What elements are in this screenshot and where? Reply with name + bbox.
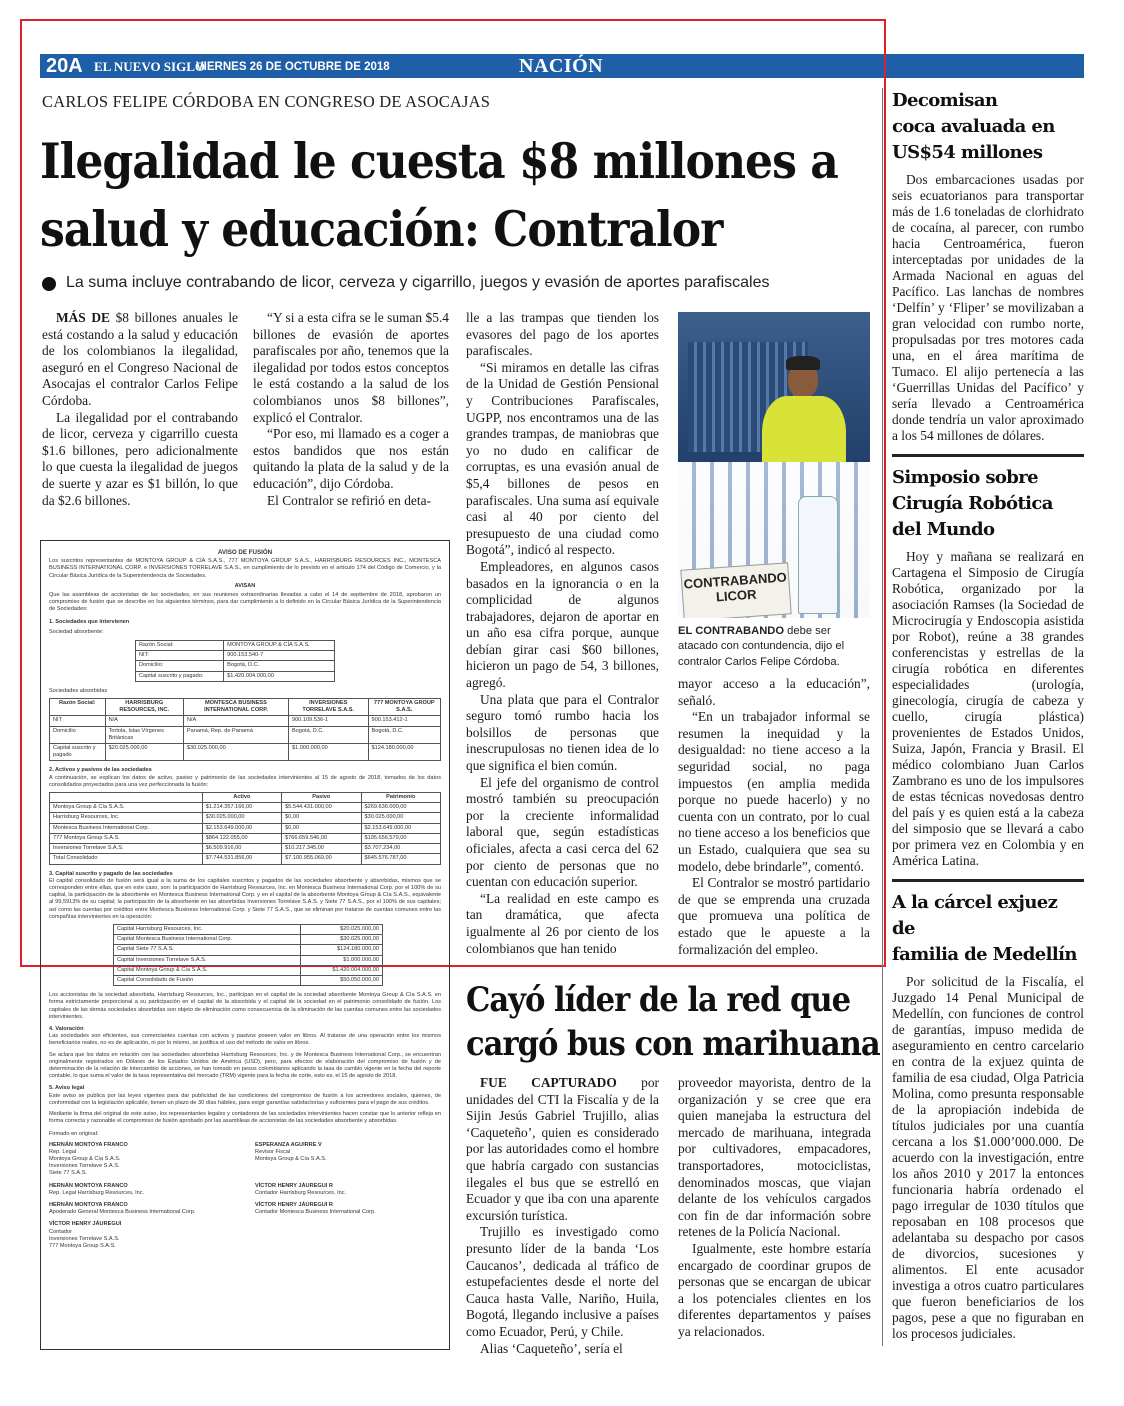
main-col1-para: La ilegalidad por el contrabando de licor, cerveza y cigarrillo cuesta $1.6 billones, pero adicionalmente lo que cuesta la ilegalidad de juegos de suerte y azar es $1 billón, lo que da $2.6 billones. xyxy=(42,409,238,508)
second-col1-para: FUE CAPTURADO por unidades del CTI la Fiscalía y de la Sijin Jesús Gabriel Trujillo, alias ‘Caqueteño’, quien es considerado por las autoridades como el hombre que habría cargado con sustancias ilegales el bus que se estrelló en Ecuador y que iba con una aparente excursión turística. xyxy=(466,1075,659,1223)
absorbente-label: Sociedad absorbente: xyxy=(49,628,104,635)
merger-notice xyxy=(40,540,450,1350)
signature-block: HERNÁN MONTOYA FRANCO Apoderado General Montesca Business International Corp. xyxy=(49,1202,196,1216)
main-col3-para: Una plata que para el Contralor seguro tomó rumbo hacia los bolsillos de personas que inescrupulosas no tienen idea de lo que significa el bien común. xyxy=(466,691,659,774)
sidebar-divider xyxy=(882,88,883,1346)
notice-s5-text: Este aviso se publica por las leyes vigentes para dar publicidad de las condiciones del compromiso de fusión a los acreedores sociales, quienes, de conformidad con la legislación aplicable, tienen un plazo de 30 días hábiles, para exigir garantías satisfactorias y suficientes para el pago de sus créditos. xyxy=(49,1092,441,1106)
contraband-sign xyxy=(680,562,791,618)
table-row: Montoya Group & Cía S.A.S. $1.214.357.166,00 $5.544.431.000,00 $269.636.000,00 xyxy=(50,803,441,813)
notice-s5: 5. Aviso legal xyxy=(49,1085,85,1092)
absorbidas-label: Sociedades absorbidas xyxy=(49,687,108,694)
main-col-3 xyxy=(466,310,659,957)
sidebar-story2-text: Hoy y mañana se realizará en Cartagena el Simposio de Cirugía Robótica, organizado por la asociación Ramses (la Sociedad de Microcirugía y Endoscopia asistida por Robot), reúne a 38 grandes conferencistas y estrellas de la cirugía robótica en diferentes especialidades (urología, ginecología, cirugía de cabeza y cuello, cirugía plástica) provenientes de Estados Unidos, Suiza, Japón, Francia y Brasil. El médico colombiano Juan Carlos Zambrano es uno de los impulsores de estas técnicas novedosas dentro del país y es quien está a la cabeza del simposio que se llevará a cabo por primera vez en Colombia y en América Latina. xyxy=(892,549,1084,868)
notice-s3-text: El capital consolidado de fusión será igual a la suma de los capitales suscritos y pagados de las sociedades absorbente y absorbidas, mismos que se corresponden entre ellas, que en este caso, son: la participación de Harrisburg Resources, Inc. en Montesca Business International Corp. por el 100% de su capital, la participación de la absorbente en Montesca Business International Corp. y en el capital de la absorbente Montoya Group & Cía S.A.S., equivalente al 99,5913% de su capital; la participación de la absorbente en las absorbidas Inversiones Torrelave S.A.S. y Siete 77 S.A.S., por el 100% de sus capitales; así como las cuentas por créditos entre Montesca Business International Corp. y Siete 77 S.A.S., que se eliminan por tratarse de cuentas comunes entre las compañías intervinientes en la operación: xyxy=(49,877,441,920)
table-row: Capital Siete 77 S.A.S. $124.180.000,00 xyxy=(114,945,383,955)
table-row: Domicilio Tortola, Islas Vírgenes Británicas Panamá, Rep. de Panamá Bogotá, D.C. Bogotá, D.C. xyxy=(50,726,441,743)
main-col4-para: mayor acceso a la educación”, señaló. xyxy=(678,676,870,708)
sign-line2: LICOR xyxy=(715,586,757,605)
main-col-2 xyxy=(253,310,449,509)
absorbente-table xyxy=(135,640,335,682)
signature-block: VÍCTOR HENRY JÁUREGUI R Contador Montesca Business International Corp. xyxy=(255,1202,376,1216)
capital-table xyxy=(113,924,383,986)
main-col3-para: “Si miramos en detalle las cifras de la Unidad de Gestión Pensional y Contribuciones Parafiscales, UGPP, nos encontramos una de las grandes trampas, de maniobras que yo no dudo en calificar de corruptas, es una evasión anual de $5,4 billones de pesos en parafiscales. Una suma así equivale casi al 40 por ciento del presupuesto de una ciudad como Bogotá”, indicó al respecto. xyxy=(466,359,659,558)
second-headline-line2: cargó bus con marihuana xyxy=(466,1024,880,1064)
notice-s2: 2. Activos y pasivos de las sociedades xyxy=(49,767,152,774)
header-date: VIERNES 26 DE OCTUBRE DE 2018 xyxy=(196,61,390,73)
table-row: Capital Consolidado de Fusión $50.050.000,00 xyxy=(114,975,383,985)
deck: La suma incluye contrabando de licor, cerveza y cigarrillo, juegos y evasión de aportes parafiscales xyxy=(66,274,770,291)
notice-accionistas-text: Los accionistas de la sociedad absorbida, Harrisburg Resources, Inc., participan en el capital de la sociedad absorbente Montoya Group & Cía S.A.S. en forma estrictamente proporcional a su participación en el capital de la absorbida y el capital de la sociedad en el patrimonio consolidado de fusión. Los capitales de las demás sociedades absorbidas son objeto de eliminación como consecuencia de la eliminación de las cuentas comunes entre las sociedades intervinientes. xyxy=(49,992,441,1020)
table-row: Total Consolidado $7.744.531.856,00 $7.100.955.069,00 $645.576.787,00 xyxy=(50,854,441,864)
main-headline-line1: Ilegalidad le cuesta $8 millones a xyxy=(40,132,838,190)
notice-s4-text1: Las sociedades son eficientes, sus comerciantes cuentas con activos y pasivos poseen valor en libros. Al tratarse de una operación entre los mismos beneficiarios reales, no es de aplicación, ni por lo mismo, se justifica el uso del método de valor en libros. xyxy=(49,1033,441,1047)
sidebar-story1-title: Decomisan coca avaluada en US$54 millones xyxy=(892,90,1055,163)
table-row: Harrisburg Resources, Inc. $30.025.000,00 $0,00 $30.025.000,00 xyxy=(50,813,441,823)
balance-table xyxy=(49,792,441,864)
masthead: EL NUEVO SIGLO xyxy=(94,59,205,74)
notice-avisan-text: Que las asambleas de accionistas de las sociedades, en sus reuniones extraordinarias llevadas a cabo el 14 de septiembre de 2018, aprobaron un compromiso de fusión que se describe en los siguientes términos, para dar cumplimiento a lo definido en la Circular Básica Jurídica de la Superintendencia de Sociedades: xyxy=(49,592,441,613)
main-col1-para: MÁS DE $8 billones anuales le está costando a la salud y educación de los colombianos la ilegalidad, aseguró en el Congreso Nacional de Asocajas el contralor Carlos Felipe Córdoba. xyxy=(42,310,238,408)
notice-title: AVISO DE FUSIÓN xyxy=(217,549,273,556)
notice-s2-text: A continuación, se explican los datos de activo, pasivo y patrimonio de las sociedades intervinientes al 15 de agosto de 2018, tomados de los datos consolidados proyectados para una vez perfeccionada la fusión: xyxy=(49,774,441,788)
signature-block: HERNÁN MONTOYA FRANCO Rep. Legal Montoya Group & Cía S.A.S. Inversiones Torrelave S.A.S. Siete 77 S.A.S. xyxy=(49,1141,128,1177)
table-row: Capital Inversiones Torrelave S.A.S. $1.000.000,00 xyxy=(114,955,383,965)
table-row: 777 Montoya Group S.A.S. $864.122.055,00 $766.659.546,00 $195.656.579,00 xyxy=(50,833,441,843)
main-col3-para: El jefe del organismo de control mostró también su preocupación por la creciente informalidad laboral que, según estadísticas oficiales, afecta a casi cerca del 62 por ciento de personas que no cuentan con educación superior. xyxy=(466,774,659,890)
main-col3-para: “La realidad en este campo es tan dramática, que afecta igualmente al 26 por ciento de los colombianos que han tenido xyxy=(466,890,659,956)
sidebar-story3-text: Por solicitud de la Fiscalía, el Juzgado 14 Penal Municipal de Medellín, con funciones de control de garantías, impuso medida de aseguramiento en centro carcelario en contra de la exjuez quinta de familia de esa ciudad, Olga Patricia Molina, como presunta responsable de la apropiación indebida de títulos judiciales por una cuantía cercana a los $1.000’000.000. De acuerdo con la investigación, entre los años 2010 y 2017 la entonces funcionaria habría ordenado el pago irregular de 1030 títulos que reposaban en 108 procesos que adelantaba su despacho por casos de divorcios, sucesiones y alimentos. El ente acusador investiga a otros cuatro particulares que fueron beneficiarios de los pagos, pese a que no figuraban en los procesos judiciales. xyxy=(892,974,1084,1341)
main-col2-para: “Por eso, mi llamado es a coger a estos bandidos que nos están quitando la plata de la salud y de la educación”, dijo Córdoba. xyxy=(253,426,449,491)
table-row: NIT N/A N/A 900.109.536-1 900.153.412-1 xyxy=(50,716,441,726)
table-row: Razón Social: MONTOYA GROUP & CÍA S.A.S. xyxy=(136,641,335,651)
person-cap xyxy=(786,356,820,370)
absolut-bottle xyxy=(798,496,838,614)
table-row: Montesca Business International Corp. $2.153.649.000,00 $0,00 $2.153.649.000,00 xyxy=(50,823,441,833)
sidebar-story3-title: A la cárcel exjuez de familia de Medellín xyxy=(892,892,1077,965)
sidebar-divider-2 xyxy=(892,879,1084,882)
lead-in: MÁS DE xyxy=(56,310,110,325)
table-row: Capital Montoya Group & Cía S.A.S. $1.420.004.000,00 xyxy=(114,965,383,975)
second-col2-para: Igualmente, este hombre estaría encargado de coordinar grupos de personas que se encargan de ubicar a los potenciales clientes en los diferentes departamentos y países ya relacionados. xyxy=(678,1240,871,1339)
main-col-1 xyxy=(42,310,238,509)
main-col3-para: lle a las trampas que tienden los evasores del pago de los aportes parafiscales. xyxy=(466,310,659,359)
main-col4-para: El Contralor se mostró partidario de que se emprenda una cruzada que promueva una política de estado que le apueste a la formalización del empleo. xyxy=(678,875,870,957)
table-row: Domicilio: Bogotá, D.C. xyxy=(136,661,335,671)
sign-line1: CONTRABANDO xyxy=(683,569,788,592)
table-row: Capital suscrito y pagado: $1.420.004.000,00 xyxy=(136,671,335,681)
signature-block: ESPERANZA AGUIRRE V Revisor Fiscal Montoya Group & Cía S.A.S. xyxy=(255,1141,327,1162)
sidebar-divider-1 xyxy=(892,454,1084,457)
second-col1-para: Trujillo es investigado como presunto líder de la banda ‘Los Caucanos’, dedicada al tráfico de estupefacientes desde el norte del Cauca hasta Valle, Nariño, Huila, Bogotá, llegando inclusive a países como Ecuador, Perú, y Chile. xyxy=(466,1224,659,1339)
signature-block: HERNÁN MONTOYA FRANCO Rep. Legal Harrisburg Resources, Inc. xyxy=(49,1182,145,1196)
second-col2-para: proveedor mayorista, dentro de la organización y se cree que era quien manejaba la estructura del mercado de marihuana, integrada por cultivadores, empacadores, transportadores, motociclistas, denominados moscas, que viajan delante de los vehículos cargados con fin de dar información sobre retenes de la Policía Nacional. xyxy=(678,1075,871,1240)
notice-s5-text2: Mediante la firma del original de este aviso, los representantes legales y contadores de las sociedades intervinientes hacen constar que lo anterior refleja en forma correcta y razonable el compromiso de fusión aprobado por las asambleas de accionistas de las sociedades absorbente y absorbidas. xyxy=(49,1110,441,1125)
absorbidas-table xyxy=(49,698,441,761)
table-row: Capital Montesca Business International Corp. $30.025.000,00 xyxy=(114,935,383,945)
section-label: NACIÓN xyxy=(519,55,604,77)
table-header: Razón Social: HARRISBURG RESOURCES, INC. MONTESCA BUSINESS INTERNATIONAL CORP. INVERSIONES TORRELAVE S.A.S. 777 MONTOYA GROUP S.A.S. xyxy=(50,699,441,716)
sidebar-story1-text: Dos embarcaciones usadas por seis ecuatorianos para transportar más de 1.6 toneladas de clorhidrato de cocaína, al parecer, con rumbo hacia Centroamérica, fueron interceptadas por unidades de la Armada Nacional en aguas del Pacífico. Las lanchas de nombres ‘Delfín’ y ‘Fliper’ se movilizaban a gran velocidad con rumbo norte, propulsadas por tres motores cada una, en el área marítima de Tumaco. El alijo pertenecía a las ‘Guerrillas Unidas del Pacífico’ y sería llevado a Centroamérica donde tendría un valor aproximado a los 54 millones de dólares. xyxy=(892,172,1084,443)
second-col1-para: Alias ‘Caqueteño’, sería el xyxy=(480,1340,623,1356)
table-row: Inversiones Torrelave S.A.S. $6.509.916,00 $10.217.345,00 $3.707.234,00 xyxy=(50,844,441,854)
notice-s4-text2: Se aclara que los datos en relación con las sociedades absorbidas Harrisburg Resources, Inc. y de Montesca Business International Corp., se encuentran originalmente registrados en Dólares de los Estados Unidos de América (USD), pero, para efectos de elaboración del compromiso de fusión y de determinación de la relación de intercambio de acciones, se han tomado en pesos colombianos aplicando la tasa de cambio vigente en la fecha del reporte contable, lo que suma el valor de la tasa representativa del mercado (TRM) vigente para la fecha de corte, esto es, el 15 de agosto de 2018. xyxy=(49,1051,441,1080)
main-col4-para: “En un trabajador informal se resumen la inequidad y la desigualdad: no tiene acceso a la seguridad social, no paga impuestos (en amplia medida porque no puede hacerlo) y no cuenta con un contrato, por lo cual no tiene acceso a los beneficios que un Estado, cualquiera que sea su modelo, debe brindarle”, comentó. xyxy=(678,709,870,874)
signature-block: VÍCTOR HENRY JÁUREGUI R Contador Harrisburg Resources, Inc. xyxy=(255,1182,347,1196)
notice-firmado: Firmado en original: xyxy=(49,1131,99,1138)
page-number: 20A xyxy=(46,55,83,77)
signature-grid xyxy=(49,1142,441,1251)
table-row: NIT: 900.153.540-7 xyxy=(136,651,335,661)
notice-s3: 3. Capital suscrito y pagado de las sociedades xyxy=(49,870,173,877)
deck-bullet-icon xyxy=(42,277,56,291)
table-header: Activo Pasivo Patrimonio xyxy=(50,793,441,803)
main-col-4 xyxy=(678,676,870,958)
table-row: Capital suscrito y pagado $20.025.000,00 $30.025.000,00 $1.000.000,00 $124.180.000,00 xyxy=(50,744,441,761)
lead-in: FUE CAPTURADO xyxy=(480,1075,617,1090)
notice-avisan: AVISAN xyxy=(234,582,256,589)
notice-s4: 4. Valoración xyxy=(49,1025,84,1032)
contraband-photo xyxy=(678,312,870,618)
second-col-1 xyxy=(466,1075,659,1357)
caption-lead: EL CONTRABANDO xyxy=(678,625,785,637)
sidebar-story2-title: Simposio sobre Cirugía Robótica del Mundo xyxy=(892,467,1053,540)
sidebar xyxy=(892,88,1084,1342)
second-col-2 xyxy=(678,1075,871,1341)
second-headline-line1: Cayó líder de la red que xyxy=(466,980,851,1020)
main-col3-para: Empleadores, en algunos casos basados en la ignorancia o en la complicidad de algunos trabajadores, dejaron de aportar en un año esa cifra porque, aunque debían girar casi $60 billones, hicieron un pago de 54, 3 billones, agregó. xyxy=(466,558,659,691)
table-row: Capital Harrisburg Resources, Inc. $20.025.000,00 xyxy=(114,924,383,934)
main-headline-line2: salud y educación: Contralor xyxy=(40,200,723,258)
main-col2-para: El Contralor se refirió en deta- xyxy=(267,492,431,508)
notice-s1: 1. Sociedades que intervienen xyxy=(49,618,130,625)
main-col2-para: “Y si a esta cifra se le suman $5.4 billones de evasión de aportes parafiscales por año, tenemos que la ilegalidad por todos estos conceptos le está costando a la salud de los colombianos unos $8 billones”, explicó el Contralor. xyxy=(253,310,449,425)
signature-block: VÍCTOR HENRY JÁUREGUI Contador Inversiones Torrelave S.A.S. 777 Montoya Group S.A.S. xyxy=(49,1221,122,1250)
notice-intro: Los suscritos representantes de MONTOYA GROUP & CÍA S.A.S., 777 MONTOYA GROUP S.A.S., HARRISBURG RESOURCES INC., MONTESCA BUSINESS INTERNATIONAL CORP. e INVERSIONES TORRELAVE S.A.S., en cumplimiento de lo previsto en el artículo 174 del Código de Comercio, y la Circular Básica Jurídica de la Superintendencia de Sociedades. xyxy=(49,558,441,579)
kicker: CARLOS FELIPE CÓRDOBA EN CONGRESO DE ASOCAJAS xyxy=(42,92,491,111)
photo-caption: EL CONTRABANDO debe ser atacado con contundencia, dijo el contralor Carlos Felipe Córdoba. xyxy=(678,625,845,668)
